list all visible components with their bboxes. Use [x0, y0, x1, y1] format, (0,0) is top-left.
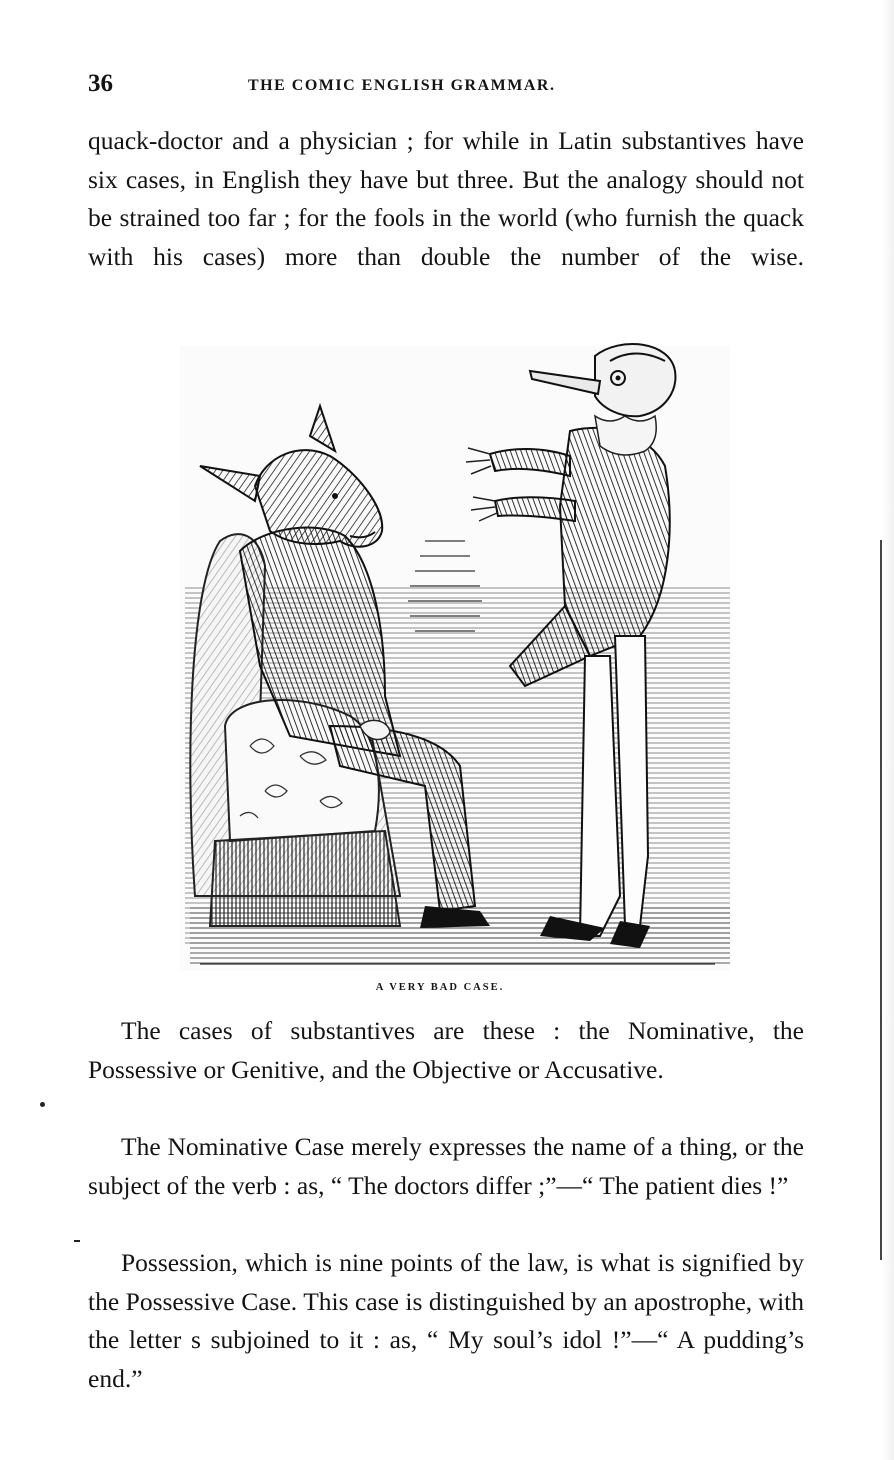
page-number: 36 [88, 70, 113, 97]
ink-speck [40, 1102, 45, 1107]
page-header [88, 70, 808, 104]
paragraph-continued: quack-doctor and a physician ; for while in Latin substantives have six cases, in English they have but three. But the analogy should not be strained too far ; for the fools in the world (who furnish the quack with his cases) more than double the number of the wise. [88, 126, 804, 271]
engraving-illustration [170, 336, 735, 976]
paragraph-nominative: The Nominative Case merely expresses the name of a thing, or the subject of the verb : as, “ The doctors differ ;”—“ The patient dies !” [88, 1132, 804, 1200]
running-title: THE COMIC ENGLISH GRAMMAR. [248, 77, 556, 94]
paragraph-cases: The cases of substantives are these : the Nominative, the Possessive or Genitive, and the Objective or Accusative. [88, 1016, 804, 1084]
paragraph-possessive: Possession, which is nine points of the law, is what is signified by the Possessive Case. This case is distinguished by an apostrophe, with the letter s subjoined to it : as, “ My soul’s idol !”—“ A pudding’s end.” [88, 1248, 804, 1393]
page-edge [882, 0, 894, 1460]
illustration-caption: A VERY BAD CASE. [375, 982, 505, 993]
margin-rule [880, 540, 882, 1260]
ink-speck [74, 1240, 80, 1242]
